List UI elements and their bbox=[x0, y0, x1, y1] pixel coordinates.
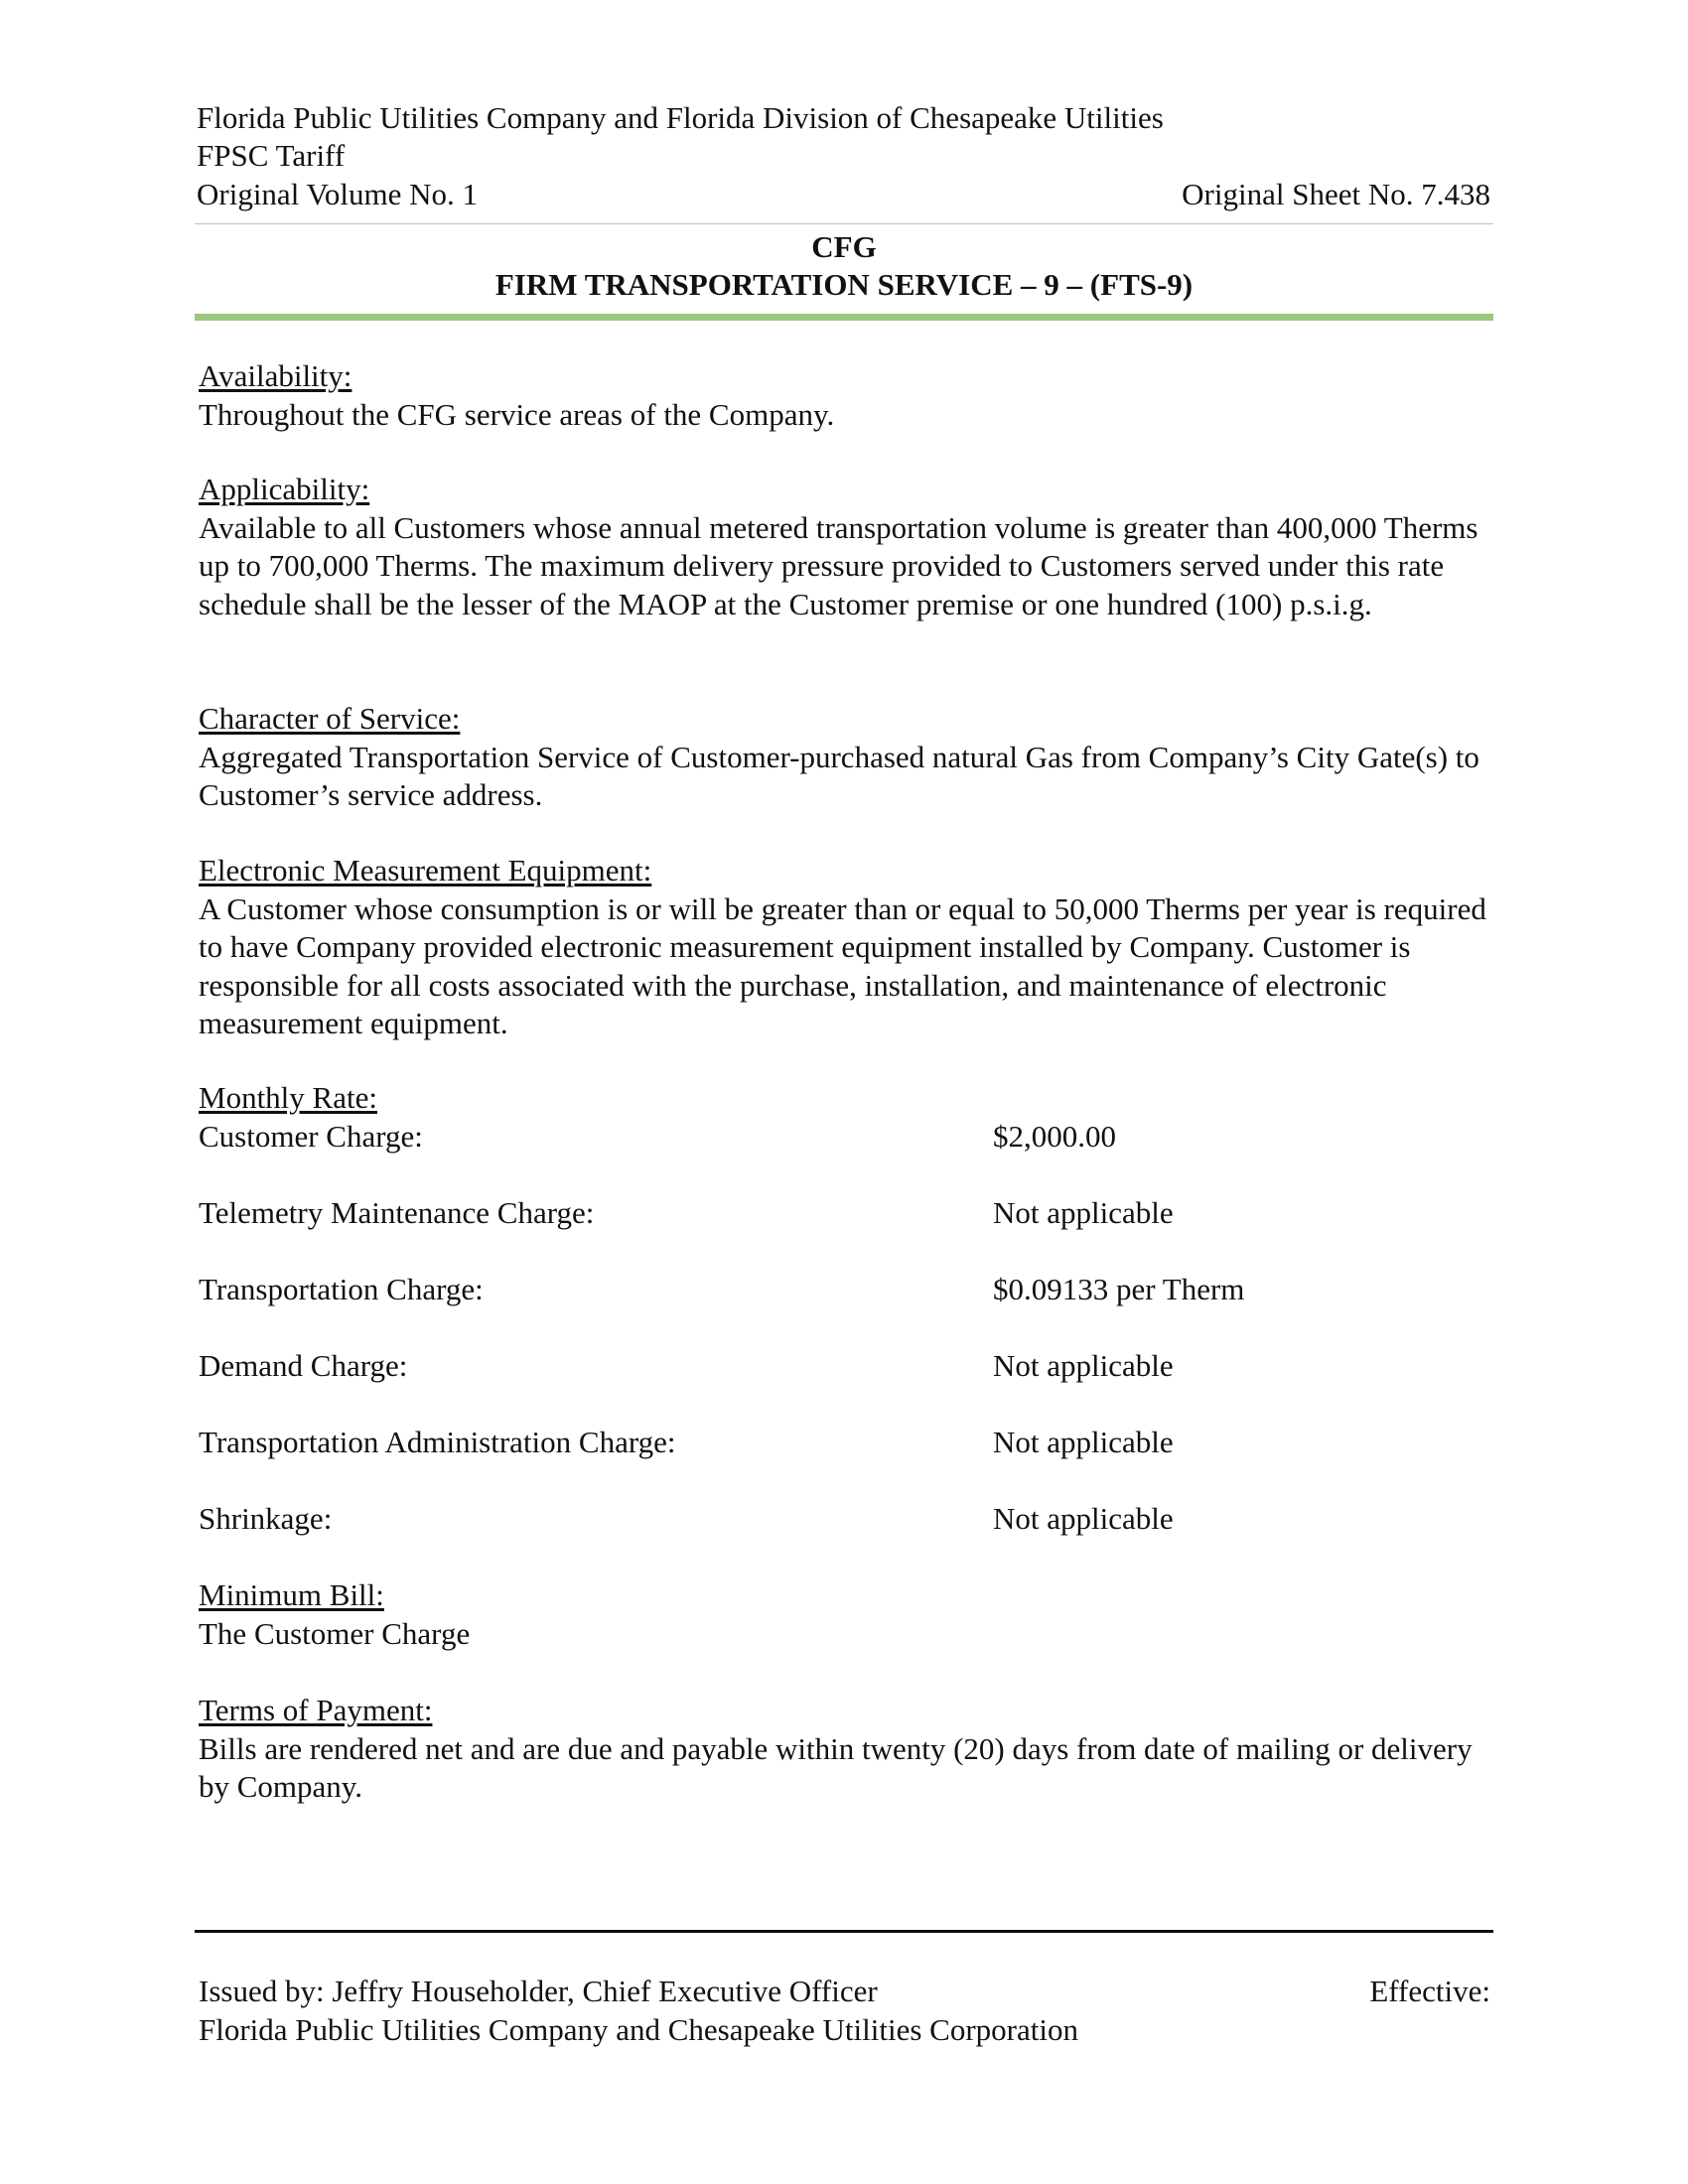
rate-value: Not applicable bbox=[993, 1501, 1174, 1536]
applicability-heading: Applicability: bbox=[199, 472, 370, 506]
applicability-section bbox=[199, 471, 1489, 623]
rate-label: Shrinkage: bbox=[199, 1501, 333, 1536]
rate-row bbox=[199, 1500, 1489, 1538]
rate-value: Not applicable bbox=[993, 1195, 1174, 1230]
availability-heading: Availability: bbox=[199, 358, 352, 393]
emeq-heading: Electronic Measurement Equipment: bbox=[199, 853, 652, 887]
monthly-rate-section bbox=[199, 1079, 1489, 1118]
title-line-1: CFG bbox=[811, 229, 877, 264]
minimum-bill-heading: Minimum Bill: bbox=[199, 1577, 384, 1612]
rate-row bbox=[199, 1271, 1489, 1308]
footer-effective: Effective: bbox=[1369, 1974, 1490, 2008]
rate-label: Transportation Charge: bbox=[199, 1272, 484, 1306]
emeq-body: A Customer whose consumption is or will be greater than or equal to 50,000 Therms per year is required to have Company provided electronic measurement equipment installed by Company. Customer is responsible for all costs associated with the purchase, installation, and maintenance of electronic measurement equipment. bbox=[199, 890, 1486, 1040]
header-tariff-line: FPSC Tariff bbox=[197, 138, 346, 173]
rate-label: Transportation Administration Charge: bbox=[199, 1425, 676, 1459]
minimum-bill-body: The Customer Charge bbox=[199, 1615, 471, 1651]
availability-section bbox=[199, 357, 1489, 434]
footer-company: Florida Public Utilities Company and Chesapeake Utilities Corporation bbox=[199, 2012, 1078, 2047]
header-company-line: Florida Public Utilities Company and Florida Division of Chesapeake Utilities bbox=[197, 100, 1164, 135]
minimum-bill-section bbox=[199, 1576, 1489, 1653]
availability-body: Throughout the CFG service areas of the Company. bbox=[199, 396, 835, 432]
footer-issued-by: Issued by: Jeffry Householder, Chief Executive Officer bbox=[199, 1974, 878, 2008]
terms-heading: Terms of Payment: bbox=[199, 1693, 433, 1727]
monthly-rate-heading: Monthly Rate: bbox=[199, 1080, 377, 1115]
title-line-2: FIRM TRANSPORTATION SERVICE – 9 – (FTS-9) bbox=[494, 267, 1194, 302]
footer-issued-row bbox=[199, 1973, 1490, 2010]
header-volume: Original Volume No. 1 bbox=[197, 177, 479, 211]
header-sheet-number: Original Sheet No. 7.438 bbox=[1182, 177, 1490, 211]
terms-section bbox=[199, 1692, 1489, 1807]
rate-row bbox=[199, 1194, 1489, 1232]
rate-row bbox=[199, 1118, 1489, 1156]
rate-label: Telemetry Maintenance Charge: bbox=[199, 1195, 595, 1230]
emeq-section bbox=[199, 852, 1489, 1043]
rate-label: Demand Charge: bbox=[199, 1348, 408, 1383]
header-divider bbox=[195, 223, 1493, 224]
rate-value: $2,000.00 bbox=[993, 1119, 1116, 1154]
rate-label: Customer Charge: bbox=[199, 1119, 423, 1154]
rate-value: $0.09133 per Therm bbox=[993, 1272, 1245, 1306]
rate-row bbox=[199, 1347, 1489, 1385]
character-section bbox=[199, 700, 1489, 815]
character-body: Aggregated Transportation Service of Customer-purchased natural Gas from Company’s City Gate(s) to Customer’s service address. bbox=[199, 739, 1479, 812]
title-divider bbox=[195, 314, 1493, 321]
footer-divider bbox=[195, 1930, 1493, 1933]
applicability-body: Available to all Customers whose annual metered transportation volume is greater than 400,000 Therms up to 700,000 Therms. The maximum delivery pressure provided to Customers served under this rate schedule shall be the lesser of the MAOP at the Customer premise or one hundred (100) p.s.i.g. bbox=[199, 509, 1478, 621]
rate-value: Not applicable bbox=[993, 1425, 1174, 1459]
header-volume-row bbox=[197, 176, 1490, 213]
character-heading: Character of Service: bbox=[199, 701, 461, 736]
rate-value: Not applicable bbox=[993, 1348, 1174, 1383]
terms-body: Bills are rendered net and are due and payable within twenty (20) days from date of mailing or delivery by Company. bbox=[199, 1730, 1473, 1804]
rate-row bbox=[199, 1424, 1489, 1461]
